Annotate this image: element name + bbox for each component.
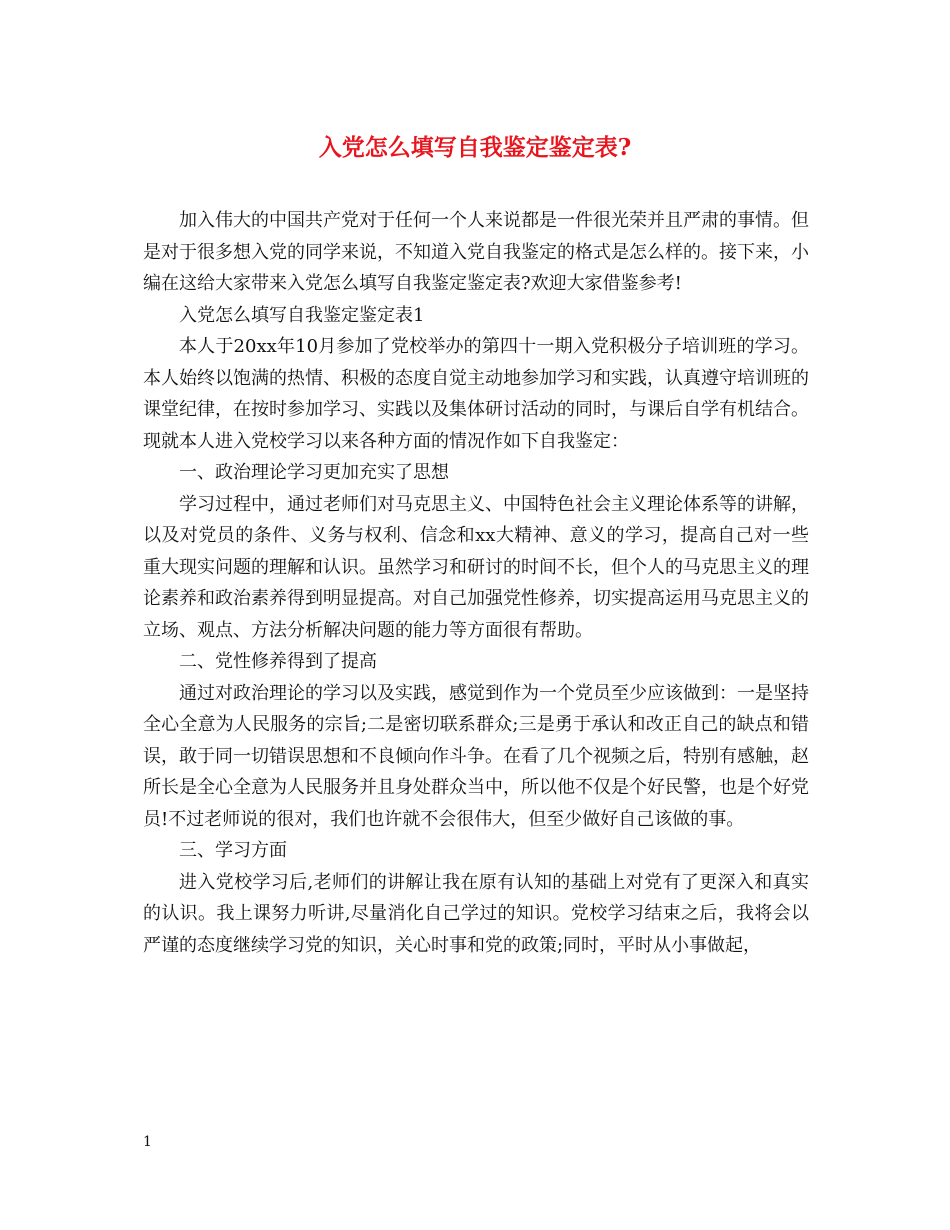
section-heading-political-theory: 一、政治理论学习更加充实了思想	[179, 462, 449, 483]
document-body	[143, 205, 809, 961]
section-heading-party-spirit: 二、党性修养得到了提高	[179, 651, 377, 672]
section-heading-form-1: 入党怎么填写自我鉴定鉴定表1	[179, 304, 425, 326]
page-number: 1	[143, 1134, 152, 1150]
study-paragraph: 进入党校学习后,老师们的讲解让我在原有认知的基础上对党有了更深入和真实的认识。我上课努力听讲,尽量消化自己学过的知识。党校学习结束之后，我将会以严谨的态度继续学习党的知识，关心时事和党的政策;同时，平时从小事做起，	[143, 871, 809, 956]
document-title: 入党怎么填写自我鉴定鉴定表?	[318, 134, 632, 161]
political-theory-paragraph: 学习过程中，通过老师们对马克思主义、中国特色社会主义理论体系等的讲解，以及对党员的条件、义务与权利、信念和xx大精神、意义的学习，提高自己对一些重大现实问题的理解和认识。虽然学习和研讨的时间不长，但个人的马克思主义的理论素养和政治素养得到明显提高。对自己加强党性修养，切实提高运用马克思主义的立场、观点、方法分析解决问题的能力等方面很有帮助。	[143, 493, 809, 641]
intro-paragraph: 加入伟大的中国共产党对于任何一个人来说都是一件很光荣并且严肃的事情。但是对于很多想入党的同学来说，不知道入党自我鉴定的格式是怎么样的。接下来，小编在这给大家带来入党怎么填写自我鉴定鉴定表?欢迎大家借鉴参考!	[143, 210, 809, 294]
self-assessment-paragraph: 本人于20xx年10月参加了党校举办的第四十一期入党积极分子培训班的学习。本人始终以饱满的热情、积极的态度自觉主动地参加学习和实践，认真遵守培训班的课堂纪律，在按时参加学习、实践以及集体研讨活动的同时，与课后自学有机结合。现就本人进入党校学习以来各种方面的情况作如下自我鉴定：	[143, 336, 809, 452]
party-spirit-paragraph: 通过对政治理论的学习以及实践，感觉到作为一个党员至少应该做到：一是坚持全心全意为人民服务的宗旨;二是密切联系群众;三是勇于承认和改正自己的缺点和错误，敢于同一切错误思想和不良倾向作斗争。在看了几个视频之后，特别有感触，赵所长是全心全意为人民服务并且身处群众当中，所以他不仅是个好民警，也是个好党员!不过老师说的很对，我们也许就不会很伟大，但至少做好自己该做的事。	[143, 682, 809, 830]
section-heading-study: 三、学习方面	[179, 840, 287, 861]
